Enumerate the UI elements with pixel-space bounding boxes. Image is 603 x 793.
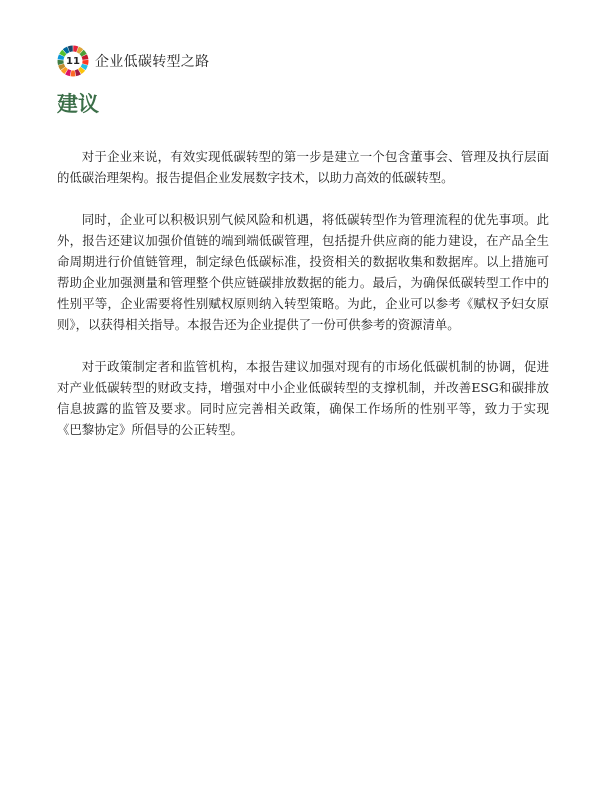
sdg-11-badge-icon: [57, 45, 89, 77]
section-title: 建议: [57, 92, 99, 116]
page-header: [57, 45, 209, 77]
paragraph-2: 同时，企业可以积极识别气候风险和机遇，将低碳转型作为管理流程的优先事项。此外，报告还建议加强价值链的端到端低碳管理，包括提升供应商的能力建设，在产品全生命周期进行价值链管理，制定绿色低碳标准，投资相关的数据收集和数据库。以上措施可帮助企业加强测量和管理整个供应链碳排放数据的能力。最后，为确保低碳转型工作中的性别平等，企业需要将性别赋权原则纳入转型策略。为此，企业可以参考《赋权予妇女原则》，以获得相关指导。本报告还为企业提供了一份可供参考的资源清单。: [57, 212, 549, 332]
header-title: 企业低碳转型之路: [95, 54, 210, 70]
body-text: [57, 146, 549, 461]
paragraph-3: 对于政策制定者和监管机构，本报告建议加强对现有的市场化低碳机制的协调，促进对产业低碳转型的财政支持，增强对中小企业低碳转型的支撑机制，并改善ESG和碳排放信息披露的监管及要求。同时应完善相关政策，确保工作场所的性别平等，致力于实现《巴黎协定》所倡导的公正转型。: [57, 359, 549, 437]
badge-number: 11: [66, 55, 80, 67]
paragraph-1: 对于企业来说，有效实现低碳转型的第一步是建立一个包含董事会、管理及执行层面的低碳治理架构。报告提倡企业发展数字技术，以助力高效的低碳转型。: [57, 149, 549, 185]
